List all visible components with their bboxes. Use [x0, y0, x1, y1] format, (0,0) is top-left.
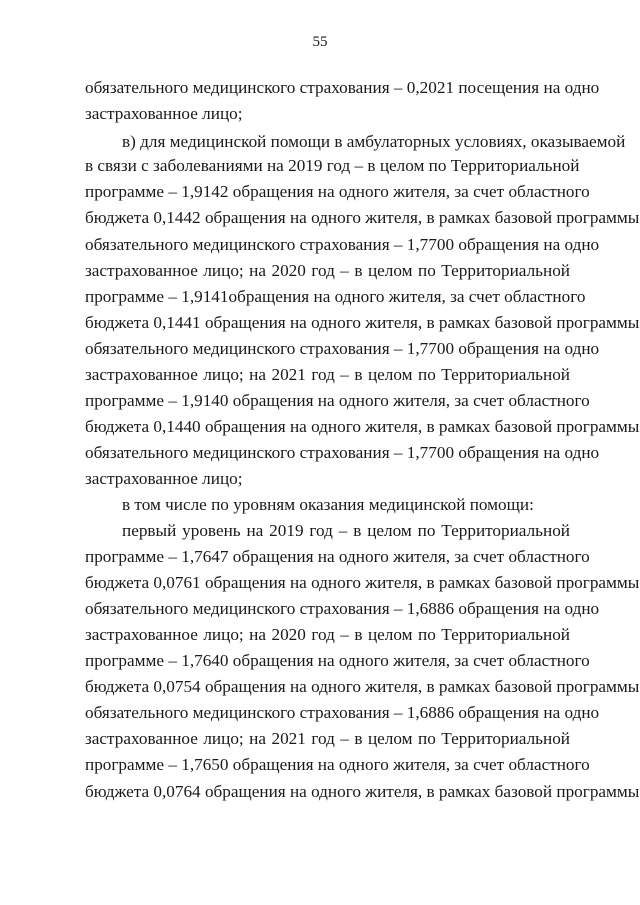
- text-line: в связи с заболеваниями на 2019 год – в целом по Территориальной: [85, 156, 580, 175]
- text-line: обязательного медицинского страхования – 0,2021 посещения на одно: [85, 78, 600, 97]
- text-line: застрахованное лицо; на 2020 год – в целом по Территориальной: [85, 625, 570, 644]
- text-line: программе – 1,9140 обращения на одного жителя, за счет областного: [85, 391, 590, 410]
- text-line: бюджета 0,0754 обращения на одного жителя, в рамках базовой программы: [85, 677, 640, 696]
- text-line: в том числе по уровням оказания медицинской помощи:: [122, 495, 534, 514]
- text-line: первый уровень на 2019 год – в целом по Территориальной: [122, 521, 570, 540]
- text-line: застрахованное лицо; на 2021 год – в целом по Территориальной: [85, 365, 570, 384]
- text-line: бюджета 0,1442 обращения на одного жителя, в рамках базовой программы: [85, 208, 640, 227]
- page-number: 55: [312, 34, 328, 50]
- text-line: застрахованное лицо; на 2021 год – в целом по Территориальной: [85, 729, 570, 748]
- text-line: в) для медицинской помощи в амбулаторных условиях, оказываемой: [122, 132, 626, 151]
- text-line: программе – 1,7647 обращения на одного жителя, за счет областного: [85, 547, 590, 566]
- text-line: застрахованное лицо;: [85, 104, 243, 123]
- text-line: обязательного медицинского страхования – 1,7700 обращения на одно: [85, 235, 600, 254]
- text-line: бюджета 0,0764 обращения на одного жителя, в рамках базовой программы: [85, 782, 640, 801]
- text-line: бюджета 0,1441 обращения на одного жителя, в рамках базовой программы: [85, 313, 640, 332]
- text-line: программе – 1,9142 обращения на одного жителя, за счет областного: [85, 182, 590, 201]
- text-line: бюджета 0,1440 обращения на одного жителя, в рамках базовой программы: [85, 417, 640, 436]
- text-line: программе – 1,9141обращения на одного жителя, за счет областного: [85, 287, 586, 306]
- text-line: программе – 1,7640 обращения на одного жителя, за счет областного: [85, 651, 590, 670]
- text-line: обязательного медицинского страхования – 1,7700 обращения на одно: [85, 339, 600, 358]
- text-line: обязательного медицинского страхования – 1,6886 обращения на одно: [85, 703, 600, 722]
- text-line: застрахованное лицо;: [85, 469, 243, 488]
- text-line: программе – 1,7650 обращения на одного жителя, за счет областного: [85, 755, 590, 774]
- text-line: обязательного медицинского страхования – 1,6886 обращения на одно: [85, 599, 600, 618]
- text-line: застрахованное лицо; на 2020 год – в целом по Территориальной: [85, 261, 570, 280]
- text-line: обязательного медицинского страхования – 1,7700 обращения на одно: [85, 443, 600, 462]
- text-line: бюджета 0,0761 обращения на одного жителя, в рамках базовой программы: [85, 573, 640, 592]
